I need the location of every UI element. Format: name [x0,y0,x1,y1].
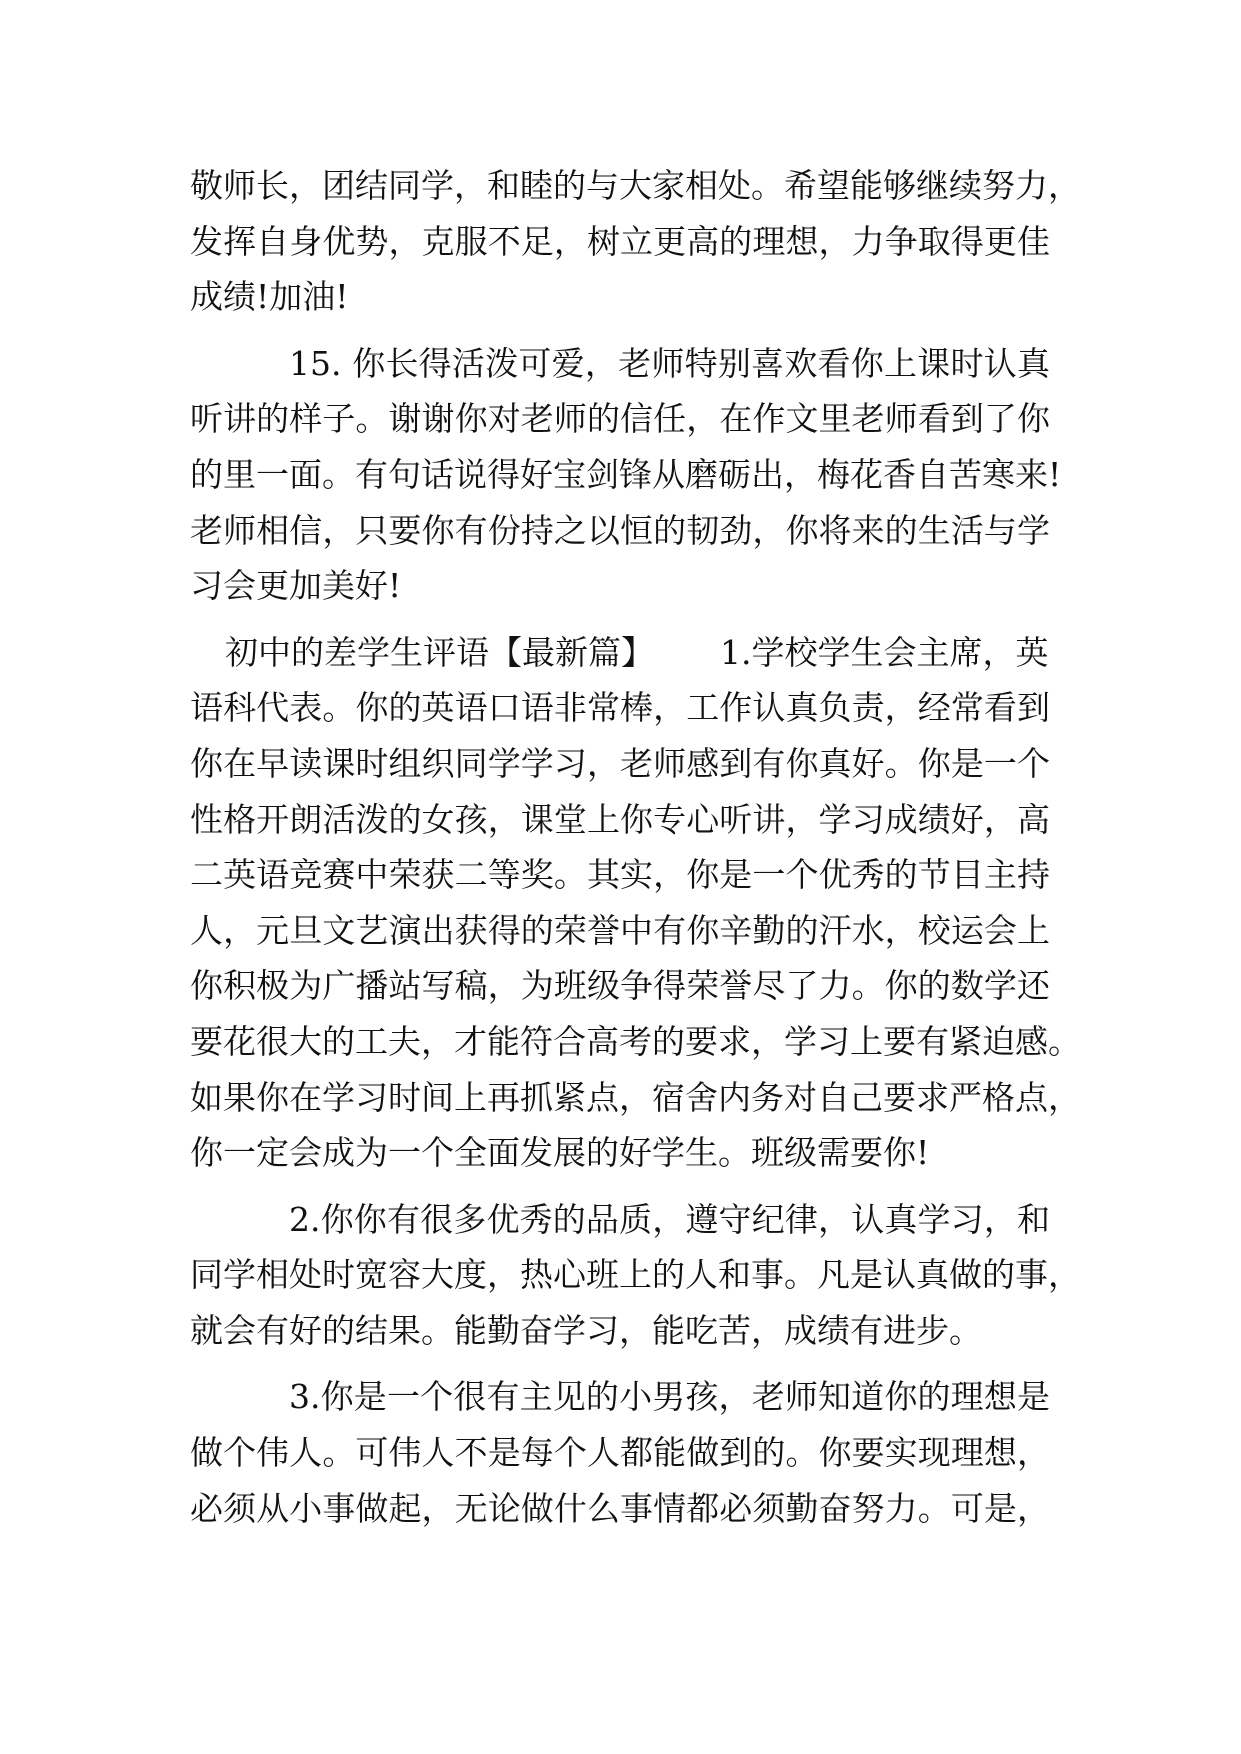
comment-1-start: 1.学校学生会主席，英 [720,632,1049,672]
text-line: 老师相信，只要你有份持之以恒的韧劲，你将来的生活与学 [190,510,1050,550]
section-heading: 初中的差学生评语【最新篇】 [225,632,654,672]
text-line: 15. 你长得活泼可爱，老师特别喜欢看你上课时认真 [289,343,1050,383]
text-line: 做个伟人。可伟人不是每个人都能做到的。你要实现理想， [190,1433,1050,1473]
paragraph-continuation [190,158,1081,325]
text-line: 的里一面。有句话说得好宝剑锋从磨砺出，梅花香自苦寒来! [190,454,1062,494]
document-body [190,158,1081,1536]
text-line: 2.你你有很多优秀的品质，遵守纪律，认真学习，和 [289,1199,1050,1239]
text-line: 成绩!加油! [190,277,349,317]
text-line: 听讲的样子。谢谢你对老师的信任，在作文里老师看到了你 [190,399,1050,439]
text-line: 二英语竞赛中荣获二等奖。其实，你是一个优秀的节目主持 [190,855,1050,895]
text-line: 你积极为广播站写稿，为班级争得荣誉尽了力。你的数学还 [190,966,1050,1006]
text-line: 如果你在学习时间上再抓紧点，宿舍内务对自己要求严格点， [190,1077,1081,1117]
text-line: 性格开朗活泼的女孩，课堂上你专心听讲，学习成绩好，高 [190,799,1050,839]
paragraph-gap [190,325,1050,336]
text-line: 你一定会成为一个全面发展的好学生。班级需要你! [190,1133,930,1173]
paragraph-gap [190,1358,1050,1369]
text-line: 就会有好的结果。能勤奋学习，能吃苦，成绩有进步。 [190,1310,982,1350]
text-line: 你在早读课时组织同学学习，老师感到有你真好。你是一个 [190,743,1050,783]
paragraph-gap [190,1181,1050,1192]
paragraph-comment-2 [190,1192,1081,1359]
paragraph-comment-3 [190,1369,1050,1536]
section-heading-line [190,625,1050,681]
paragraph-comment-15 [190,336,1062,614]
paragraph-section-start [190,625,1081,1181]
paragraph-gap [190,614,1050,625]
text-line: 习会更加美好! [190,566,402,606]
text-line: 要花很大的工夫，才能符合高考的要求，学习上要有紧迫感。 [190,1021,1081,1061]
text-line: 语科代表。你的英语口语非常棒，工作认真负责，经常看到 [190,688,1050,728]
text-line: 人，元旦文艺演出获得的荣誉中有你辛勤的汗水，校运会上 [190,910,1050,950]
text-line: 敬师长，团结同学，和睦的与大家相处。希望能够继续努力， [190,166,1081,205]
text-line: 必须从小事做起，无论做什么事情都必须勤奋努力。可是， [190,1488,1050,1528]
text-line: 同学相处时宽容大度，热心班上的人和事。凡是认真做的事， [190,1255,1081,1295]
text-line: 发挥自身优势，克服不足，树立更高的理想，力争取得更佳 [190,221,1050,261]
text-line: 3.你是一个很有主见的小男孩，老师知道你的理想是 [289,1377,1050,1417]
